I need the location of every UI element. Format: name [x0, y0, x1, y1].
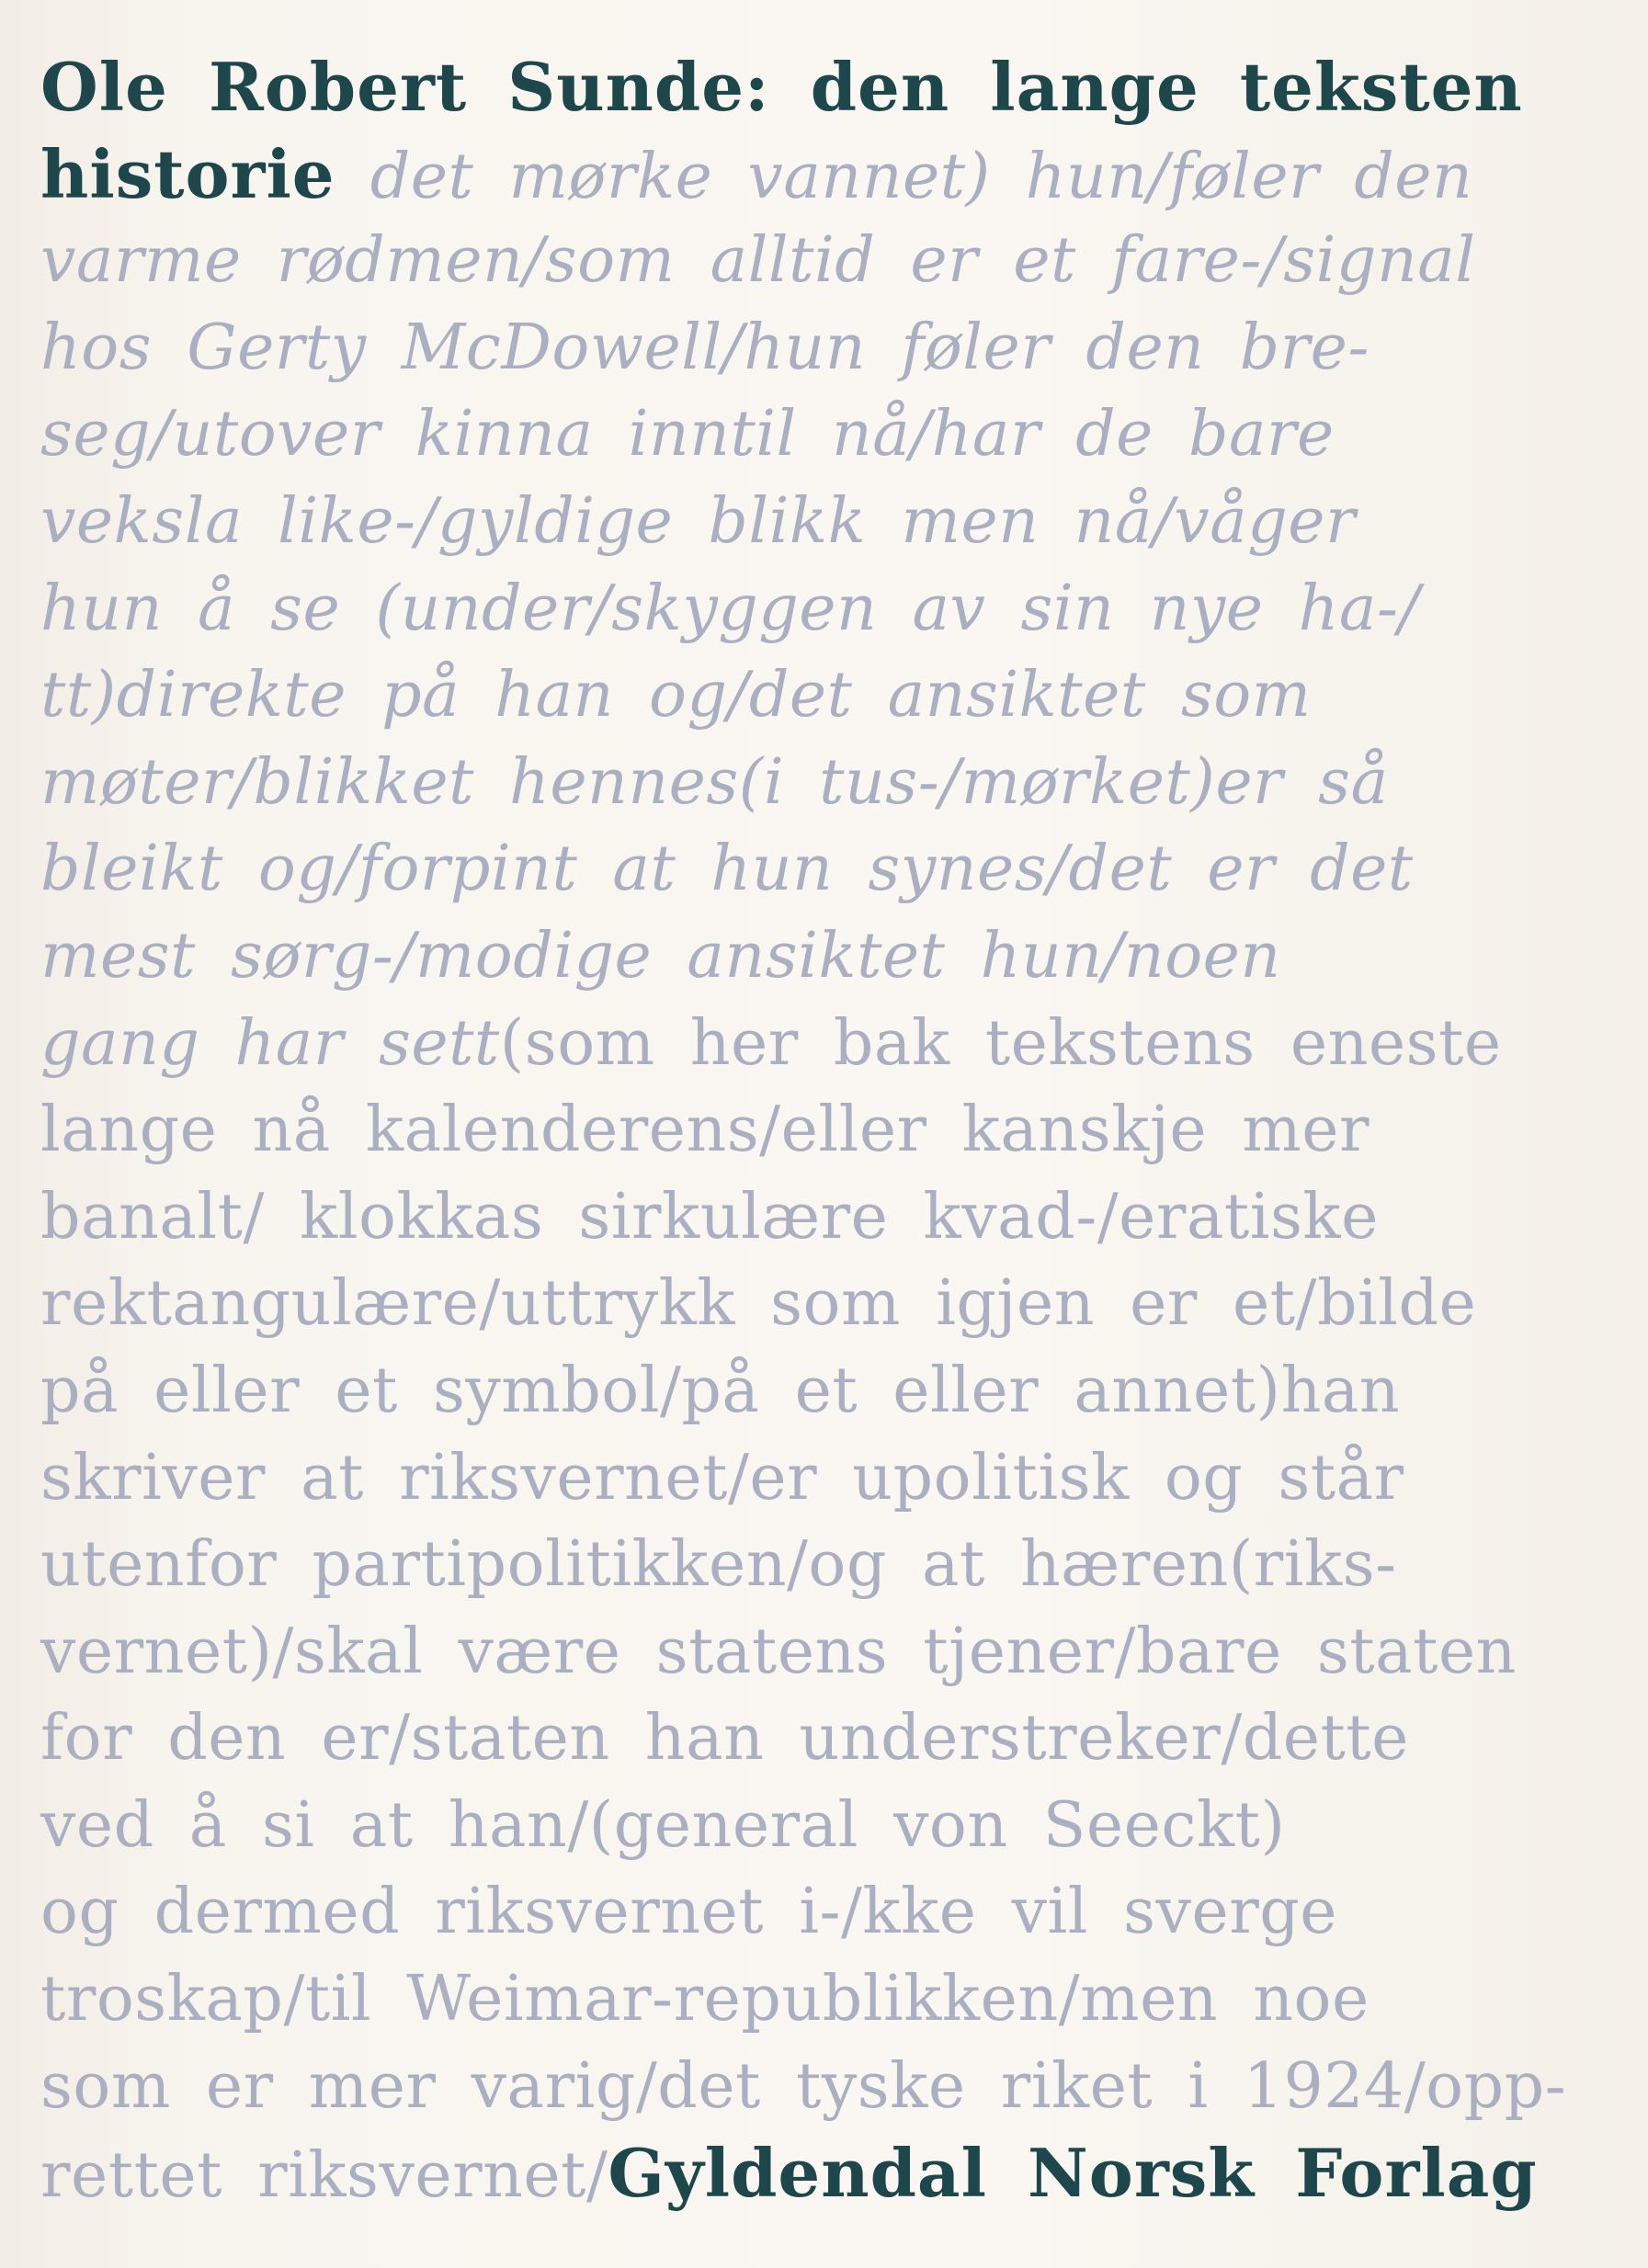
cover-text-line: gang har sett [40, 1006, 500, 1080]
cover-text-line: mest sørg-/modige ansiktet hun/noen [40, 919, 1281, 992]
cover-line-16 [40, 1348, 1648, 1435]
cover-text-line: det mørke vannet) hun/føler den [369, 140, 1473, 213]
cover-text-line: bleikt og/forpint at hun synes/det er det [40, 833, 1414, 906]
cover-line-13 [40, 1087, 1648, 1174]
cover-text-line: skriver at riksvernet/er upolitisk og står [40, 1441, 1404, 1514]
cover-line-19 [40, 1609, 1648, 1696]
cover-line-23 [40, 1956, 1648, 2044]
cover-line-11 [40, 913, 1648, 1001]
cover-line-21 [40, 1783, 1648, 1870]
cover-line-17 [40, 1435, 1648, 1523]
cover-line-7 [40, 566, 1648, 653]
cover-line-10 [40, 826, 1648, 913]
cover-text-line: seg/utover kinna inntil nå/har de bare [40, 398, 1335, 471]
cover-text-line: for den er/staten han understreker/dette [40, 1702, 1409, 1775]
cover-line-6 [40, 479, 1648, 566]
cover-line-1 [40, 44, 1648, 131]
cover-text-line: hos Gerty McDowell/hun føler den bre- [40, 311, 1370, 384]
cover-line-5 [40, 391, 1648, 479]
cover-text-line: banalt/ klokkas sirkulære kvad-/eratiske [40, 1180, 1379, 1253]
cover-text-block [40, 44, 1648, 2217]
cover-text-line: lange nå kalenderens/eller kanskje mer [40, 1094, 1370, 1167]
cover-text-line: på eller et symbol/på et eller annet)han [40, 1354, 1401, 1427]
cover-text-line: hun å se (under/skyggen av sin nye ha-/ [40, 572, 1420, 645]
cover-line-12 [40, 1001, 1648, 1088]
author-title: Ole Robert Sunde: den lange teksten [40, 48, 1523, 126]
cover-text-line: og dermed riksvernet i-/kke vil sverge [40, 1876, 1337, 1949]
cover-line-15 [40, 1261, 1648, 1348]
cover-line-9 [40, 740, 1648, 827]
cover-line-18 [40, 1522, 1648, 1609]
cover-line-8 [40, 652, 1648, 740]
title-word: historie [40, 134, 335, 213]
cover-text-line: tt)direkte på han og/det ansiktet som [40, 659, 1312, 732]
cover-text-line: ved å si at han/(general von Seeckt) [40, 1788, 1286, 1862]
cover-text-line: varme rødmen/som alltid er et fare-/signal [40, 224, 1476, 298]
cover-line-4 [40, 305, 1648, 392]
cover-line-24 [40, 2044, 1648, 2131]
cover-text-line: møter/blikket hennes(i tus-/mørket)er så [40, 745, 1389, 819]
cover-text-line: rektangulære/uttrykk som igjen er et/bilde [40, 1267, 1477, 1341]
cover-line-22 [40, 1869, 1648, 1956]
cover-text-line: som er mer varig/det tyske riket i 1924/opp- [40, 2049, 1567, 2123]
cover-text-line: veksla like-/gyldige blikk men nå/våger [40, 484, 1357, 558]
cover-line-20 [40, 1695, 1648, 1783]
cover-line-3 [40, 218, 1648, 305]
cover-line-2 [40, 131, 1648, 219]
cover-text-line: vernet)/skal være statens tjener/bare staten [40, 1615, 1517, 1688]
cover-text-line: utenfor partipolitikken/og at hæren(riks- [40, 1528, 1397, 1602]
cover-line-25 [40, 2130, 1648, 2217]
publisher-name: Gyldendal Norsk Forlag [608, 2134, 1538, 2213]
cover-line-14 [40, 1174, 1648, 1262]
cover-text-line: (som her bak tekstens eneste [499, 1006, 1502, 1080]
cover-text-line: rettet riksvernet/ [40, 2139, 608, 2213]
cover-text-line: troskap/til Weimar-republikken/men noe [40, 1963, 1370, 2036]
